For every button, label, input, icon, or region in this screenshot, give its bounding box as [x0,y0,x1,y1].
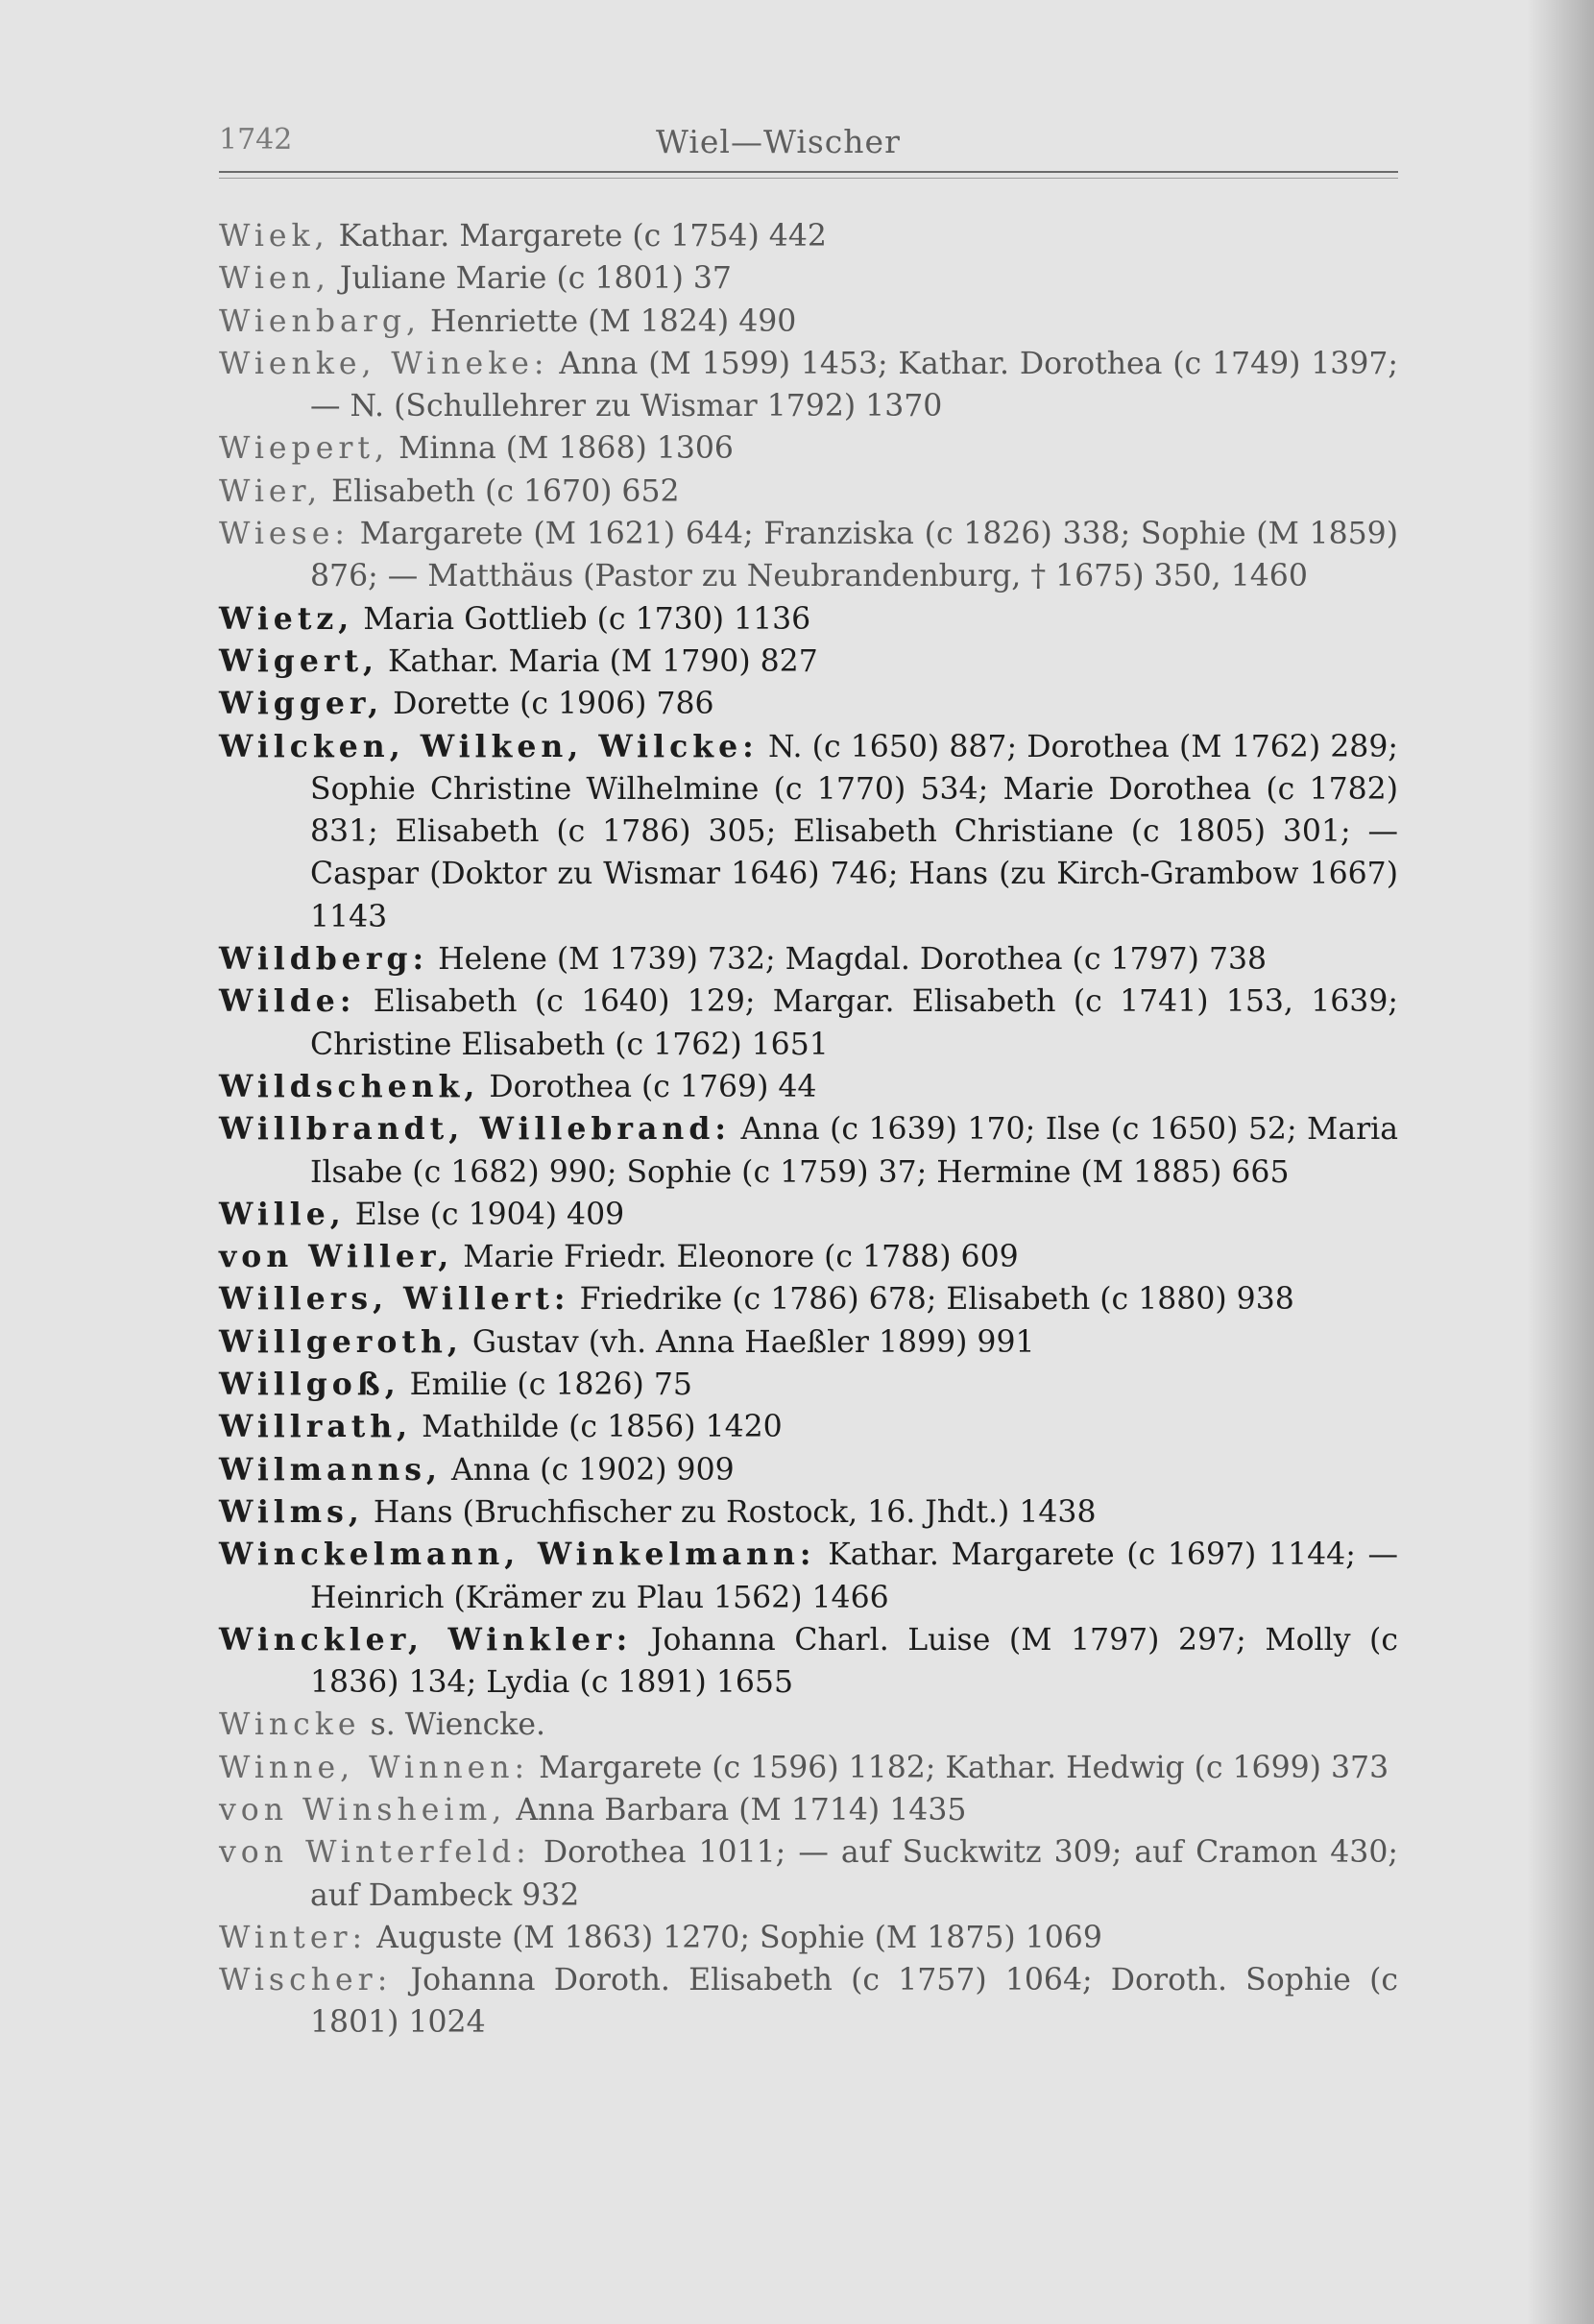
index-entry [219,726,1398,938]
entry-surname: Wiek, [219,219,329,254]
entry-details: Dorothea (c 1769) 44 [489,1069,817,1104]
index-entry [219,1406,1398,1448]
entry-surname: Willrath, [219,1409,413,1445]
index-entry [219,471,1398,513]
page-number: 1742 [219,123,293,157]
entry-details: Juliane Marie (c 1801) 37 [339,261,732,297]
entry-surname: Winne, Winnen: [219,1750,530,1785]
entry-details: Hans (Bruchfischer zu Rostock, 16. Jhdt.) 1438 [373,1494,1097,1530]
page-edge-shadow [1527,0,1594,2324]
running-head: Wiel—Wischer [656,123,901,160]
entry-details: Dorothea 1011; — auf Suckwitz 309; auf Cramon 430; auf Dambeck 932 [310,1835,1398,1913]
index-entry [219,1704,1398,1746]
index-entry [219,1449,1398,1491]
entry-surname: Wilmanns, [219,1451,443,1488]
entry-surname: Wilde: [219,983,356,1020]
entry-details: Helene (M 1739) 732; Magdal. Dorothea (c 1797) 738 [438,942,1268,978]
index-entry [219,1278,1398,1320]
index-entry [219,1491,1398,1534]
entry-surname: Willgeroth, [219,1323,463,1360]
entry-details: Kathar. Maria (M 1790) 827 [387,643,818,679]
entry-surname: von Winterfeld: [219,1835,531,1871]
entry-surname: von Winsheim, [219,1792,507,1828]
entry-surname: Wildberg: [219,941,429,978]
index-entry [219,427,1398,470]
entry-surname: Willgoß, [219,1367,400,1403]
entry-details: Johanna Doroth. Elisabeth (c 1757) 1064; Doroth. Sophie (c 1801) 1024 [310,1963,1399,2041]
entry-surname: Winter: [219,1920,368,1955]
entry-details: Anna Barbara (M 1714) 1435 [516,1792,967,1828]
index-entry [219,513,1398,598]
entry-surname: Wilms, [219,1493,364,1530]
entry-surname: Wienke, Wineke: [219,346,549,381]
entry-details: Gustav (vh. Anna Haeßler 1899) 991 [471,1324,1035,1360]
index-entry [219,343,1398,428]
index-entry [219,1917,1398,1959]
entry-details: Marie Friedr. Eleonore (c 1788) 609 [463,1240,1019,1275]
index-entry [219,1066,1398,1108]
index-entry [219,938,1398,980]
entry-details: Elisabeth (c 1670) 652 [331,473,680,509]
entry-surname: Wien, [219,261,330,297]
entry-details: Kathar. Margarete (c 1697) 1144; — Heinrich (Krämer zu Plau 1562) 1466 [310,1537,1398,1615]
index-entry [219,1789,1398,1831]
index-entry [219,641,1398,683]
entry-details: Kathar. Margarete (c 1754) 442 [338,219,827,254]
header-rule [219,171,1398,173]
entry-details: Anna (M 1599) 1453; Kathar. Dorothea (c 1749) 1397; — N. (Schullehrer zu Wismar 1792) 1370 [310,346,1399,424]
entry-details: Friedrike (c 1786) 678; Elisabeth (c 1880) 938 [579,1282,1294,1318]
entry-surname: Wille, [219,1196,346,1232]
index-entry [219,598,1398,641]
entry-details: Henriette (M 1824) 490 [430,303,797,339]
index-entry [219,1534,1398,1619]
page-header [219,123,1398,171]
index-entry [219,1364,1398,1406]
entry-surname: Winckler, Winkler: [219,1621,633,1658]
index-entry [219,1108,1398,1194]
index-entry [219,301,1398,343]
entry-details: Else (c 1904) 409 [354,1197,625,1232]
index-entry [219,215,1398,257]
index-entry [219,257,1398,300]
index-entry [219,1959,1398,2045]
entry-surname: von Willer, [219,1239,454,1275]
entry-details: Johanna Charl. Luise (M 1797) 297; Molly (c 1836) 134; Lydia (c 1891) 1655 [310,1622,1398,1701]
entry-surname: Wigger, [219,686,384,722]
entry-surname: Willbrandt, Willebrand: [219,1111,731,1148]
entry-surname: Wildschenk, [219,1068,480,1104]
entry-details: Elisabeth (c 1640) 129; Margar. Elisabeth (c 1741) 153, 1639; Christine Elisabeth (c 1762) 1651 [310,984,1398,1062]
entry-details: N. (c 1650) 887; Dorothea (M 1762) 289; Sophie Christine Wilhelmine (c 1770) 534; Marie Dorothea (c 1782) 831; Elisabeth (c 1786) 305; Elisabeth Christiane (c 1805) 301; — Caspar (Doktor zu Wismar 1646) 746; Hans (zu Kirch-Grambow 1667) 1143 [310,729,1398,934]
entry-details: Dorette (c 1906) 786 [393,687,714,722]
entry-surname: Wischer: [219,1963,393,1998]
entry-details: Mathilde (c 1856) 1420 [422,1410,783,1445]
entry-details: Margarete (M 1621) 644; Franziska (c 1826) 338; Sophie (M 1859) 876; — Matthäus (Pastor zu Neubrandenburg, † 1675) 350, 1460 [310,517,1399,594]
entry-surname: Wilcken, Wilken, Wilcke: [219,728,759,764]
index-entry [219,1194,1398,1236]
entry-details: Anna (c 1902) 909 [451,1452,735,1488]
entry-surname: Wienbarg, [219,303,422,339]
index-entry [219,1321,1398,1364]
entry-surname: Wietz, [219,600,354,637]
entry-details: Margarete (c 1596) 1182; Kathar. Hedwig (c 1699) 373 [539,1750,1389,1785]
entry-surname: Wincke [219,1707,361,1743]
index-entry [219,1236,1398,1278]
entry-details: Maria Gottlieb (c 1730) 1136 [363,601,811,637]
entry-surname: Winckelmann, Winkelmann: [219,1537,816,1573]
entry-details: Minna (M 1868) 1306 [398,431,734,467]
entry-details: Auguste (M 1863) 1270; Sophie (M 1875) 1069 [376,1920,1102,1955]
entry-surname: Wigert, [219,642,378,679]
index-entry [219,1747,1398,1789]
header-rule-thin [219,178,1398,179]
index-entries [219,215,1398,2045]
entry-surname: Wiepert, [219,431,390,467]
entry-details: Anna (c 1639) 170; Ilse (c 1650) 52; Maria Ilsabe (c 1682) 990; Sophie (c 1759) 37; Hermine (M 1885) 665 [310,1112,1399,1190]
entry-details: s. Wiencke. [370,1707,545,1743]
index-entry [219,683,1398,725]
index-entry [219,1619,1398,1705]
index-entry [219,980,1398,1066]
entry-surname: Wier, [219,473,323,509]
index-entry [219,1831,1398,1917]
entry-surname: Willers, Willert: [219,1281,570,1318]
entry-details: Emilie (c 1826) 75 [409,1368,692,1403]
entry-surname: Wiese: [219,517,350,552]
